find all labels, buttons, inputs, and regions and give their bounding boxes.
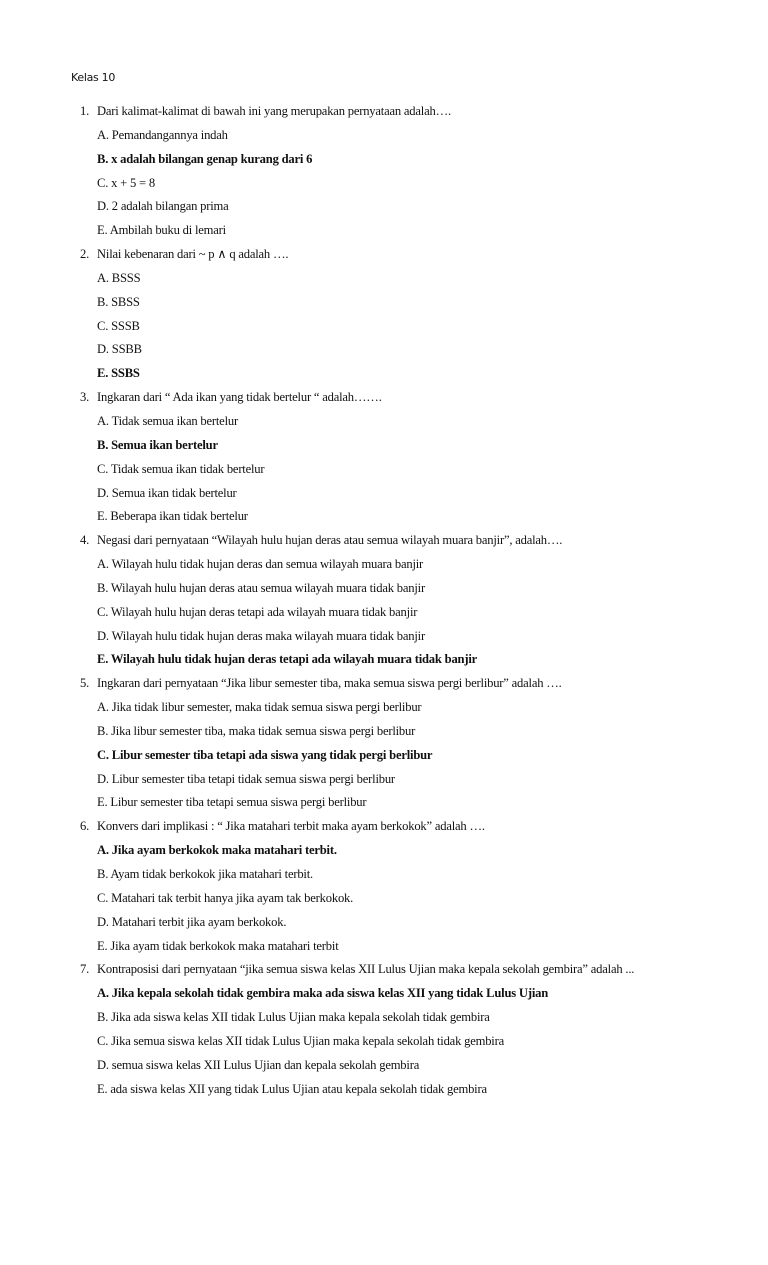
- question-2: [80, 243, 634, 267]
- answer-option-correct: A. Jika ayam berkokok maka matahari terbit.: [97, 843, 337, 858]
- question-text: Konvers dari implikasi : “ Jika matahari terbit maka ayam berkokok” adalah ….: [97, 819, 485, 834]
- question-text: Dari kalimat-kalimat di bawah ini yang merupakan pernyataan adalah….: [97, 104, 451, 118]
- answer-option: D. 2 adalah bilangan prima: [97, 199, 229, 214]
- answer-option: B. SBSS: [97, 294, 140, 309]
- question-number: 2.: [80, 247, 90, 262]
- question-6: [80, 815, 634, 839]
- question-number: 6.: [80, 819, 90, 834]
- answer-option: D. Wilayah hulu tidak hujan deras maka wilayah muara tidak banjir: [97, 628, 425, 643]
- question-number: 5.: [80, 676, 90, 691]
- answer-option-correct: B. Semua ikan bertelur: [97, 437, 218, 452]
- question-text: Ingkaran dari “ Ada ikan yang tidak bertelur “ adalah…….: [97, 390, 382, 405]
- answer-option-correct: E. Wilayah hulu tidak hujan deras tetapi ada wilayah muara tidak banjir: [97, 652, 478, 667]
- answer-option: E. Ambilah buku di lemari: [97, 223, 226, 238]
- answer-option-correct: E. SSBS: [97, 366, 140, 381]
- answer-option: B. Jika ada siswa kelas XII tidak Lulus Ujian maka kepala sekolah tidak gembira: [97, 1010, 490, 1025]
- answer-option-correct: A. Jika kepala sekolah tidak gembira maka ada siswa kelas XII yang tidak Lulus Ujian: [97, 986, 549, 1001]
- answer-option: C. Tidak semua ikan tidak bertelur: [97, 461, 265, 476]
- question-number: 4.: [80, 533, 90, 548]
- question-7: [80, 958, 634, 982]
- question-text: Negasi dari pernyataan “Wilayah hulu hujan deras atau semua wilayah muara banjir”, adalah….: [97, 533, 563, 548]
- answer-option: C. Matahari tak terbit hanya jika ayam tak berkokok.: [97, 890, 354, 905]
- question-4: [80, 529, 634, 553]
- answer-option: C. x + 5 = 8: [97, 175, 155, 190]
- answer-option: D. SSBB: [97, 342, 142, 357]
- question-5: [80, 672, 634, 696]
- answer-option: E. Jika ayam tidak berkokok maka matahari terbit: [97, 938, 339, 953]
- answer-option: C. Wilayah hulu hujan deras tetapi ada wilayah muara tidak banjir: [97, 604, 418, 619]
- answer-option: A. Wilayah hulu tidak hujan deras dan semua wilayah muara banjir: [97, 557, 424, 572]
- question-number: 3.: [80, 390, 90, 405]
- answer-option: D. Libur semester tiba tetapi tidak semua siswa pergi berlibur: [97, 771, 395, 786]
- answer-option: E. Beberapa ikan tidak bertelur: [97, 509, 248, 524]
- answer-option: D. Matahari terbit jika ayam berkokok.: [97, 914, 287, 929]
- answer-option: B. Jika libur semester tiba, maka tidak semua siswa pergi berlibur: [97, 723, 416, 738]
- answer-option: C. SSSB: [97, 318, 140, 333]
- answer-option: A. Tidak semua ikan bertelur: [97, 413, 238, 428]
- answer-option: E. Libur semester tiba tetapi semua siswa pergi berlibur: [97, 795, 367, 810]
- answer-option: A. BSSS: [97, 270, 141, 285]
- question-number: 7.: [80, 962, 90, 977]
- answer-option: D. Semua ikan tidak bertelur: [97, 485, 237, 500]
- answer-option: D. semua siswa kelas XII Lulus Ujian dan kepala sekolah gembira: [97, 1057, 420, 1072]
- question-number: 1.: [80, 104, 90, 118]
- answer-option: A. Pemandangannya indah: [97, 127, 228, 142]
- answer-option: B. Ayam tidak berkokok jika matahari terbit.: [97, 867, 313, 881]
- question-3: [80, 386, 634, 410]
- class-heading: Kelas 10: [71, 71, 116, 84]
- answer-option-correct: C. Libur semester tiba tetapi ada siswa yang tidak pergi berlibur: [97, 747, 433, 762]
- question-text: Nilai kebenaran dari ~ p ∧ q adalah ….: [97, 247, 289, 262]
- question-text: Ingkaran dari pernyataan “Jika libur semester tiba, maka semua siswa pergi berlibur” adalah ….: [97, 676, 562, 691]
- answer-option: B. Wilayah hulu hujan deras atau semua wilayah muara tidak banjir: [97, 580, 425, 595]
- answer-option-correct: B. x adalah bilangan genap kurang dari 6: [97, 151, 313, 166]
- question-text: Kontraposisi dari pernyataan “jika semua siswa kelas XII Lulus Ujian maka kepala sekolah gembira” adalah ...: [97, 962, 635, 977]
- answer-option: E. ada siswa kelas XII yang tidak Lulus Ujian atau kepala sekolah tidak gembira: [97, 1081, 487, 1096]
- question-list: [80, 100, 634, 1101]
- answer-option: A. Jika tidak libur semester, maka tidak semua siswa pergi berlibur: [97, 700, 422, 715]
- question-1: [80, 100, 634, 124]
- answer-option: C. Jika semua siswa kelas XII tidak Lulus Ujian maka kepala sekolah tidak gembira: [97, 1033, 504, 1048]
